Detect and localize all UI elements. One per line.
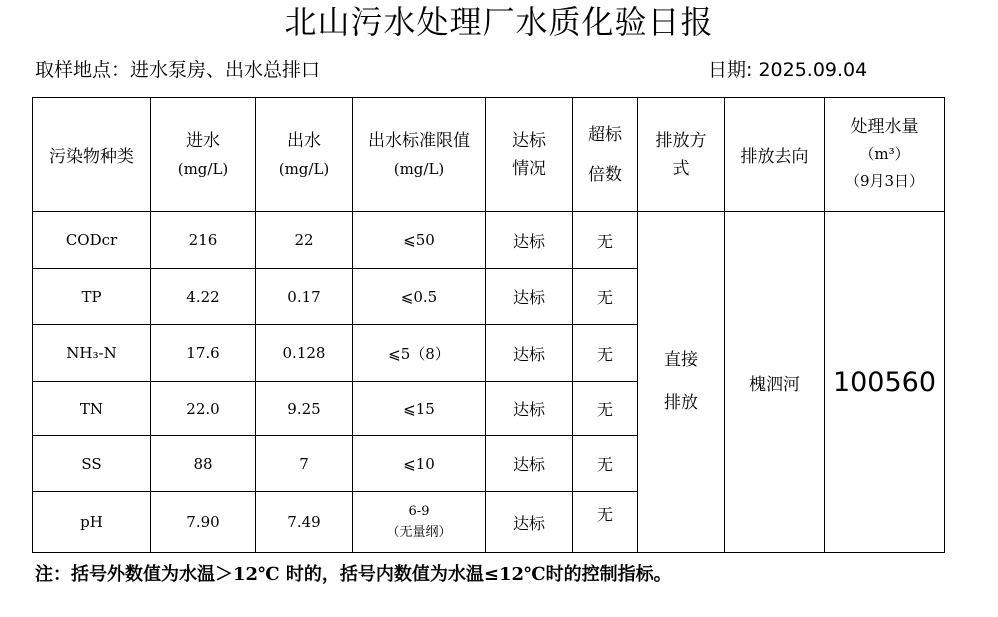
standard-note: （无量纲） [386,525,452,540]
standard-cell [353,492,486,553]
compliance-cell: 达标 [486,492,573,553]
header-compliance-line2: 情况 [512,158,546,179]
exceed-cell: 无 [573,436,638,492]
header-exceed-line1: 超标 [588,124,622,145]
header-standard-unit: (mg/L) [393,159,445,178]
exceed-cell: 无 [573,212,638,269]
discharge-method-line1: 直接 [664,350,698,370]
header-standard [353,98,486,212]
discharge-method-line2: 排放 [664,393,698,413]
pollutant-cell: CODcr [33,212,151,269]
header-influent-unit: (mg/L) [177,159,229,178]
compliance-cell: 达标 [486,269,573,325]
header-compliance-line1: 达标 [512,130,546,151]
exceed-cell: 无 [573,492,638,553]
header-compliance [486,98,573,212]
header-discharge-method-line2: 式 [672,158,690,179]
header-exceed-ratio [573,98,638,212]
compliance-cell: 达标 [486,212,573,269]
header-discharge-destination: 排放去向 [725,98,825,212]
compliance-cell: 达标 [486,325,573,382]
effluent-cell: 7.49 [256,492,353,553]
standard-cell: ⩽50 [353,212,486,269]
header-volume-label: 处理水量 [850,117,919,137]
header-influent [151,98,256,212]
discharge-destination-cell: 槐泗河 [725,212,825,553]
report-date: 日期: 2025.09.04 [708,59,868,81]
header-volume-date: （9月3日） [844,172,925,190]
effluent-cell: 9.25 [256,382,353,436]
header-effluent-unit: (mg/L) [278,159,330,178]
header-influent-label: 进水 [186,130,220,151]
water-quality-table [32,97,945,553]
influent-cell: 216 [151,212,256,269]
effluent-cell: 0.128 [256,325,353,382]
influent-cell: 4.22 [151,269,256,325]
standard-cell: ⩽10 [353,436,486,492]
treated-volume-cell: 100560 [825,212,945,553]
header-treated-volume [825,98,945,212]
pollutant-cell: NH₃-N [33,325,151,382]
header-exceed-line2: 倍数 [588,164,622,185]
influent-cell: 22.0 [151,382,256,436]
exceed-cell: 无 [573,269,638,325]
sampling-location: 取样地点：进水泵房、出水总排口 [35,59,321,81]
compliance-cell: 达标 [486,436,573,492]
header-effluent-label: 出水 [287,130,321,151]
standard-cell: ⩽0.5 [353,269,486,325]
header-standard-label: 出水标准限值 [368,130,470,151]
standard-cell: ⩽5（8） [353,325,486,382]
compliance-cell: 达标 [486,382,573,436]
pollutant-cell: TP [33,269,151,325]
table-row [33,212,945,269]
header-row [33,98,945,212]
effluent-cell: 0.17 [256,269,353,325]
standard-range: 6-9 [408,504,430,519]
header-pollutant: 污染物种类 [33,98,151,212]
effluent-cell: 7 [256,436,353,492]
pollutant-cell: SS [33,436,151,492]
effluent-cell: 22 [256,212,353,269]
pollutant-cell: TN [33,382,151,436]
standard-cell: ⩽15 [353,382,486,436]
header-effluent [256,98,353,212]
footnote: 注：括号外数值为水温＞12℃ 时的，括号内数值为水温≤12℃时的控制指标。 [35,564,672,585]
influent-cell: 88 [151,436,256,492]
exceed-cell: 无 [573,325,638,382]
influent-cell: 7.90 [151,492,256,553]
pollutant-cell: pH [33,492,151,553]
influent-cell: 17.6 [151,325,256,382]
exceed-cell: 无 [573,382,638,436]
header-volume-unit: （m³） [859,145,910,163]
discharge-method-cell [638,212,725,553]
report-title: 北山污水处理厂水质化验日报 [284,3,714,41]
header-discharge-method-line1: 排放方 [655,130,707,151]
header-discharge-method [638,98,725,212]
